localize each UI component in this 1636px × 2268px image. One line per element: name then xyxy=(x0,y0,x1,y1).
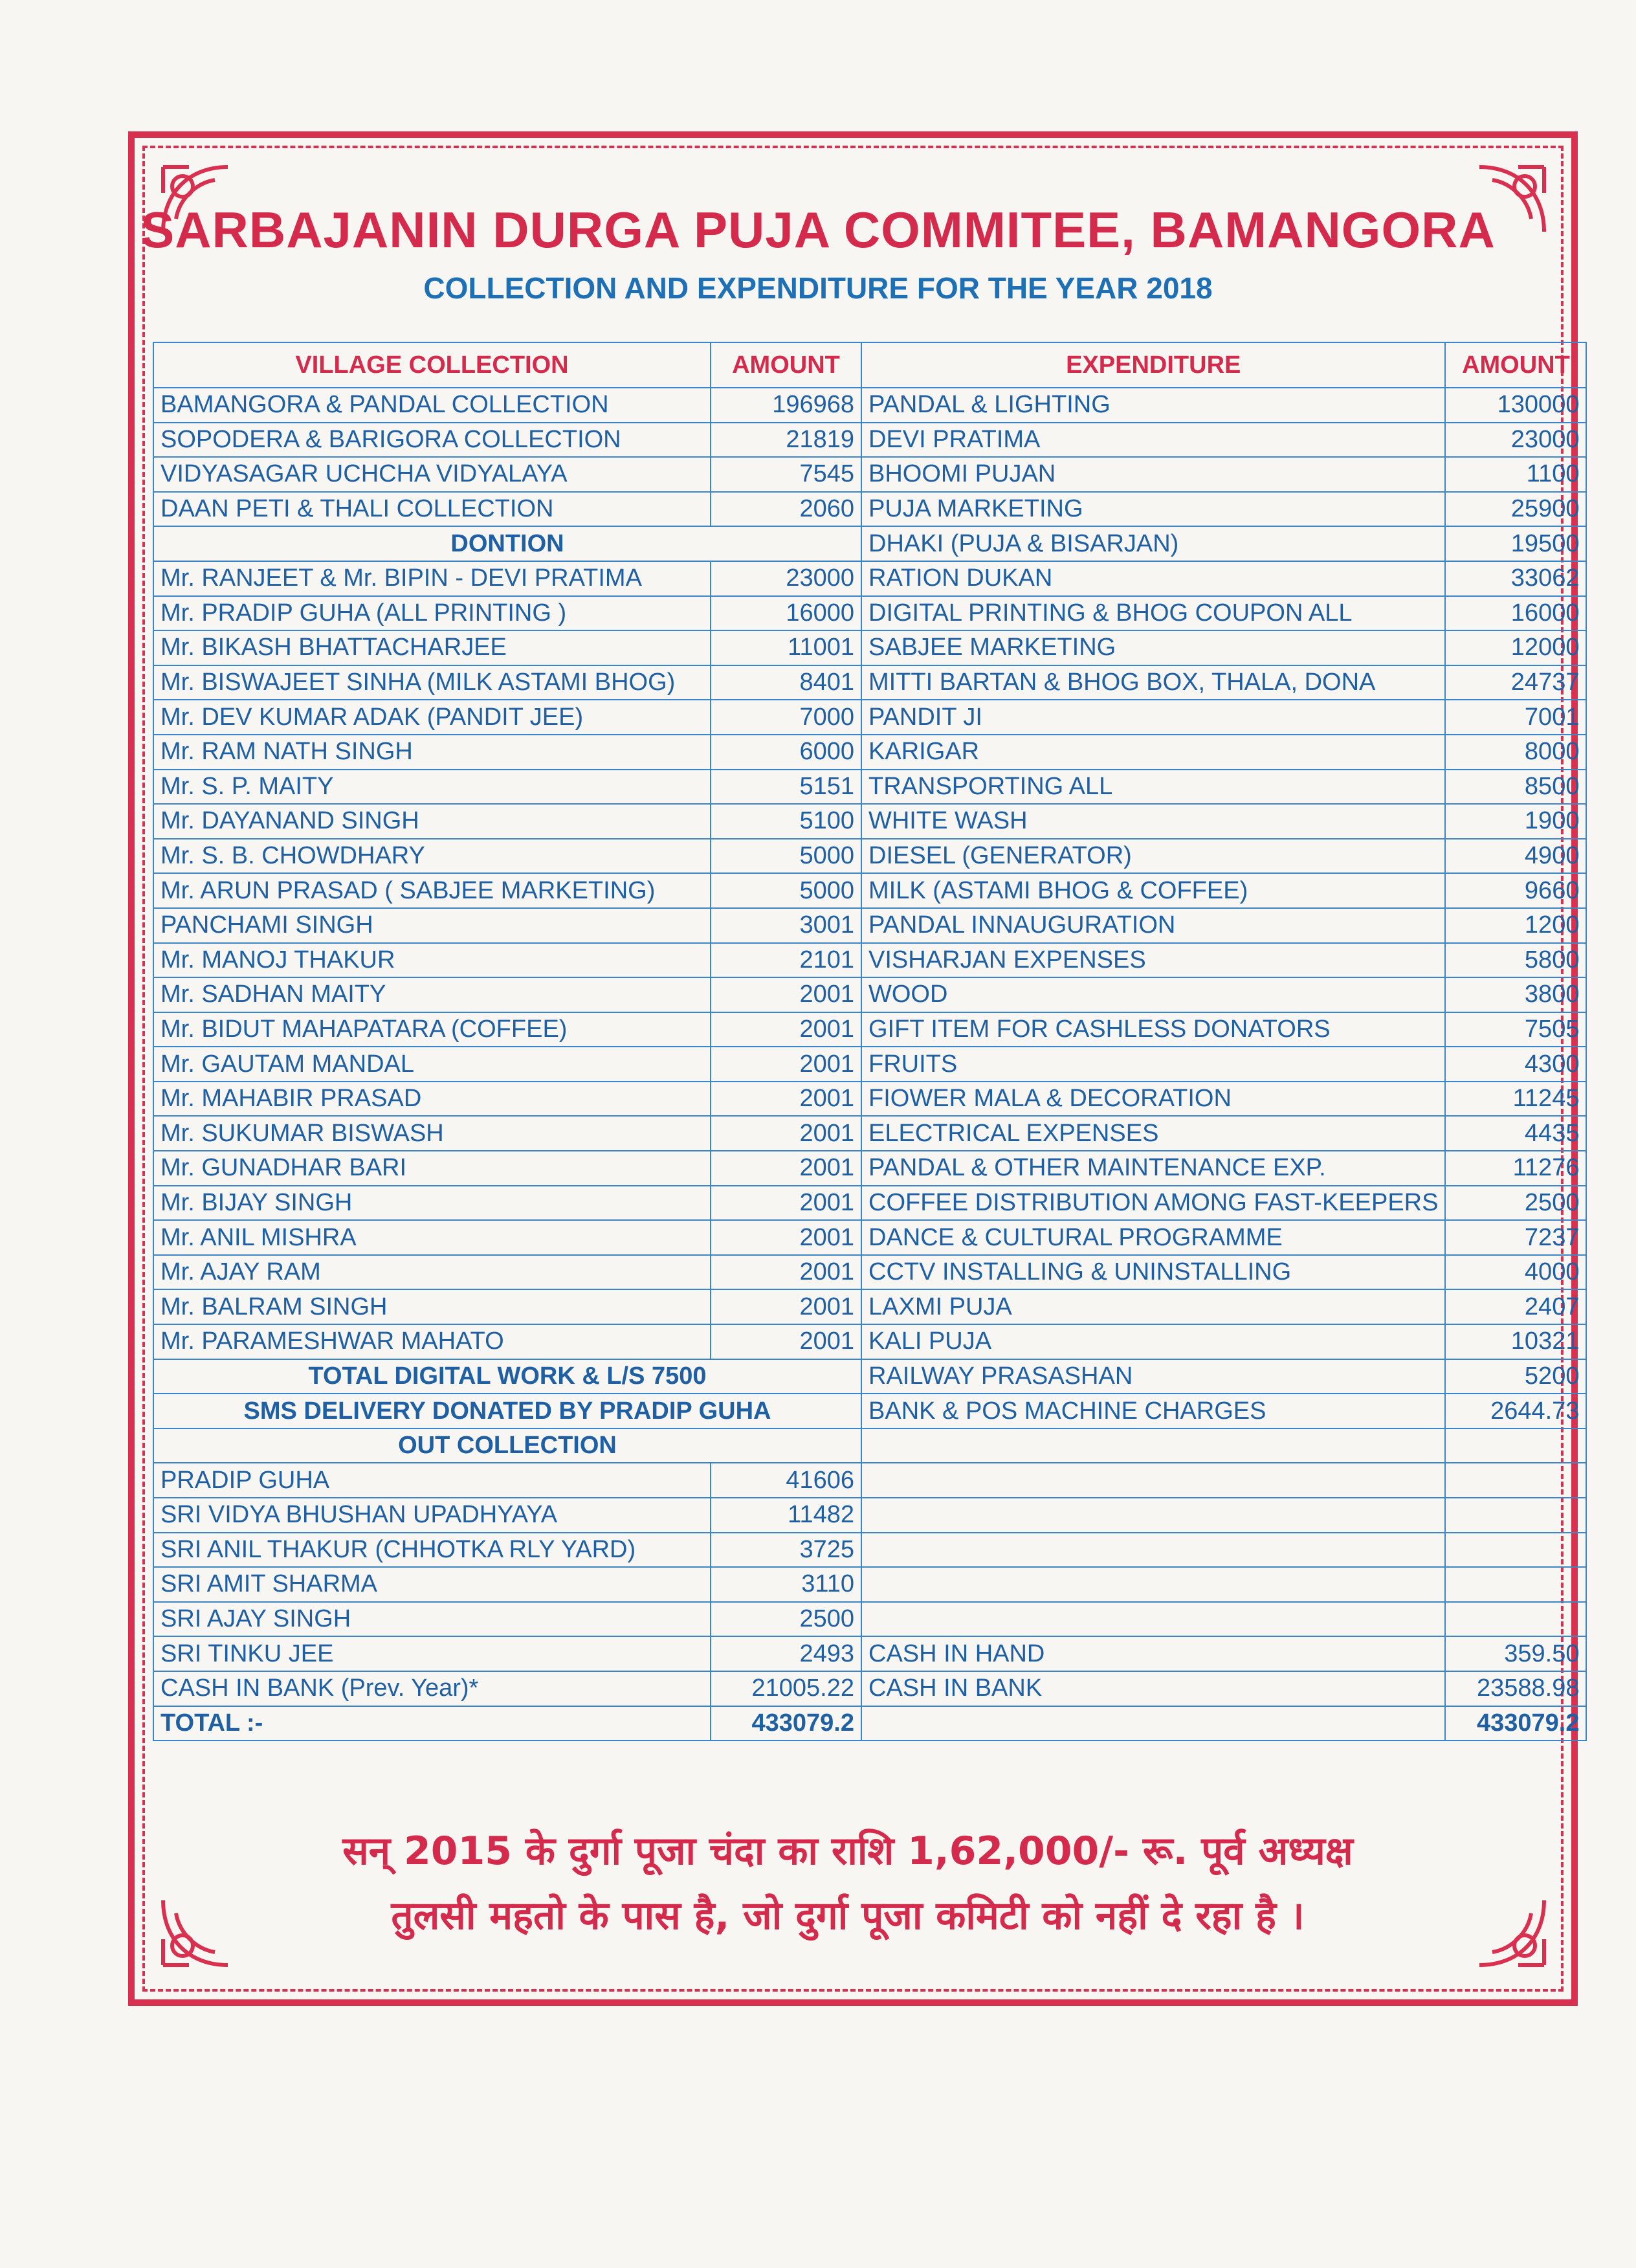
donation-row-amount: 5100 xyxy=(711,804,861,839)
donation-heading: DONTION xyxy=(153,526,861,561)
table-row xyxy=(153,1498,1586,1533)
table-row xyxy=(153,1289,1586,1324)
table-row xyxy=(153,1047,1586,1082)
empty-cell xyxy=(1445,1498,1586,1533)
table-row xyxy=(153,1706,1586,1741)
table-row xyxy=(153,457,1586,492)
table-row xyxy=(153,1151,1586,1186)
accounts-table xyxy=(153,342,1587,1741)
expenditure-row-label: WHITE WASH xyxy=(861,804,1445,839)
table-row xyxy=(153,804,1586,839)
donation-row-amount: 2001 xyxy=(711,1186,861,1221)
table-row xyxy=(153,770,1586,805)
table-row xyxy=(153,1116,1586,1151)
expenditure-row-amount: 10321 xyxy=(1445,1324,1586,1359)
donation-row-amount: 2001 xyxy=(711,1220,861,1255)
table-row xyxy=(153,1359,1586,1394)
table-row xyxy=(153,388,1586,423)
expenditure-row-amount: 4900 xyxy=(1445,839,1586,874)
table-row xyxy=(153,596,1586,631)
table-row xyxy=(153,1255,1586,1290)
cash-in-hand-row-amount: 359.50 xyxy=(1445,1636,1586,1671)
donation-row-amount: 2001 xyxy=(711,1116,861,1151)
expenditure-row-label: PANDIT JI xyxy=(861,700,1445,735)
expenditure-row-label: RAILWAY PRASASHAN xyxy=(861,1359,1445,1394)
expenditure-row-amount: 23000 xyxy=(1445,423,1586,458)
table-row xyxy=(153,1636,1586,1671)
out-collection-row-amount: 3110 xyxy=(711,1567,861,1602)
table-row xyxy=(153,839,1586,874)
out-collection-heading: OUT COLLECTION xyxy=(153,1429,861,1463)
out-collection-row-label: SRI TINKU JEE xyxy=(153,1636,711,1671)
donation-row-label: PANCHAMI SINGH xyxy=(153,908,711,943)
expenditure-row-label: VISHARJAN EXPENSES xyxy=(861,943,1445,978)
donation-row-label: Mr. BIKASH BHATTACHARJEE xyxy=(153,630,711,665)
expenditure-row-amount: 16000 xyxy=(1445,596,1586,631)
expenditure-row-amount: 2500 xyxy=(1445,1186,1586,1221)
expenditure-row-label: FRUITS xyxy=(861,1047,1445,1082)
expenditure-row-label: PANDAL & OTHER MAINTENANCE EXP. xyxy=(861,1151,1445,1186)
cash-in-bank-prev-row-amount: 21005.22 xyxy=(711,1671,861,1706)
expenditure-row-label: RATION DUKAN xyxy=(861,561,1445,596)
expenditure-row-label: DIESEL (GENERATOR) xyxy=(861,839,1445,874)
expenditure-row-amount: 1900 xyxy=(1445,804,1586,839)
donation-row-amount: 2001 xyxy=(711,977,861,1012)
expenditure-row-label: PANDAL INNAUGURATION xyxy=(861,908,1445,943)
expenditure-row-amount: 4435 xyxy=(1445,1116,1586,1151)
expenditure-row-amount: 25900 xyxy=(1445,492,1586,527)
collection-total-row-label: TOTAL :- xyxy=(153,1706,711,1741)
expenditure-row-label: PUJA MARKETING xyxy=(861,492,1445,527)
expenditure-row-label: DIGITAL PRINTING & BHOG COUPON ALL xyxy=(861,596,1445,631)
table-row xyxy=(153,665,1586,700)
village-collection-row-amount: 7545 xyxy=(711,457,861,492)
out-collection-row-label: SRI VIDYA BHUSHAN UPADHYAYA xyxy=(153,1498,711,1533)
expenditure-row-amount: 2644.73 xyxy=(1445,1394,1586,1429)
donation-row-amount: 7000 xyxy=(711,700,861,735)
expenditure-row-amount: 7505 xyxy=(1445,1012,1586,1047)
expenditure-row-label: WOOD xyxy=(861,977,1445,1012)
table-row xyxy=(153,630,1586,665)
table-header-row xyxy=(153,342,1586,388)
expenditure-row-label: PANDAL & LIGHTING xyxy=(861,388,1445,423)
expenditure-row-amount: 1200 xyxy=(1445,908,1586,943)
donation-row-amount: 2001 xyxy=(711,1255,861,1290)
donation-row-label: Mr. RAM NATH SINGH xyxy=(153,735,711,770)
table-row xyxy=(153,977,1586,1012)
expenditure-row-label: DANCE & CULTURAL PROGRAMME xyxy=(861,1220,1445,1255)
empty-cell xyxy=(1445,1463,1586,1498)
expenditure-row-label: COFFEE DISTRIBUTION AMONG FAST-KEEPERS xyxy=(861,1186,1445,1221)
donation-row-amount: 2001 xyxy=(711,1047,861,1082)
expenditure-row-amount: 4300 xyxy=(1445,1047,1586,1082)
donation-row-label: Mr. GAUTAM MANDAL xyxy=(153,1047,711,1082)
expenditure-total-row-label xyxy=(861,1706,1445,1741)
donation-row-amount: 5000 xyxy=(711,873,861,908)
table-row xyxy=(153,423,1586,458)
donation-row-amount: 2001 xyxy=(711,1082,861,1117)
donation-row-amount: 16000 xyxy=(711,596,861,631)
table-row xyxy=(153,735,1586,770)
donation-row-label: Mr. SADHAN MAITY xyxy=(153,977,711,1012)
empty-cell xyxy=(861,1567,1445,1602)
column-header-expenditure: EXPENDITURE xyxy=(861,342,1445,388)
expenditure-row-amount: 24737 xyxy=(1445,665,1586,700)
out-collection-row-amount: 41606 xyxy=(711,1463,861,1498)
expenditure-row-amount: 5800 xyxy=(1445,943,1586,978)
cash-in-bank-row-amount: 23588.98 xyxy=(1445,1671,1586,1706)
expenditure-row-label: TRANSPORTING ALL xyxy=(861,770,1445,805)
document-subtitle: COLLECTION AND EXPENDITURE FOR THE YEAR 2018 xyxy=(423,271,1213,305)
donation-row-amount: 6000 xyxy=(711,735,861,770)
donation-row-label: Mr. MANOJ THAKUR xyxy=(153,943,711,978)
expenditure-row-label: ELECTRICAL EXPENSES xyxy=(861,1116,1445,1151)
donation-row-label: Mr. DAYANAND SINGH xyxy=(153,804,711,839)
column-header-amount: AMOUNT xyxy=(711,342,861,388)
expenditure-row-label: SABJEE MARKETING xyxy=(861,630,1445,665)
village-collection-row-amount: 21819 xyxy=(711,423,861,458)
expenditure-row-label: MILK (ASTAMI BHOG & COFFEE) xyxy=(861,873,1445,908)
empty-cell xyxy=(861,1602,1445,1637)
table-row xyxy=(153,561,1586,596)
column-header-amount: AMOUNT xyxy=(1445,342,1586,388)
donation-row-label: Mr. AJAY RAM xyxy=(153,1255,711,1290)
collection-total-row-amount: 433079.2 xyxy=(711,1706,861,1741)
out-collection-row-amount: 11482 xyxy=(711,1498,861,1533)
table-row xyxy=(153,526,1586,561)
donation-row-label: Mr. MAHABIR PRASAD xyxy=(153,1082,711,1117)
donation-row-amount: 8401 xyxy=(711,665,861,700)
expenditure-row-label: LAXMI PUJA xyxy=(861,1289,1445,1324)
table-row xyxy=(153,1394,1586,1429)
donation-row-label: Mr. SUKUMAR BISWASH xyxy=(153,1116,711,1151)
donation-row-label: Mr. ANIL MISHRA xyxy=(153,1220,711,1255)
expenditure-row-amount: 19500 xyxy=(1445,526,1586,561)
expenditure-row-amount: 9660 xyxy=(1445,873,1586,908)
digital-work-note: TOTAL DIGITAL WORK & L/S 7500 xyxy=(153,1359,861,1394)
donation-row-amount: 5151 xyxy=(711,770,861,805)
donation-row-label: Mr. PRADIP GUHA (ALL PRINTING ) xyxy=(153,596,711,631)
donation-row-amount: 2001 xyxy=(711,1289,861,1324)
donation-row-amount: 11001 xyxy=(711,630,861,665)
table-row xyxy=(153,1567,1586,1602)
table-row xyxy=(153,1463,1586,1498)
donation-row-label: Mr. BIJAY SINGH xyxy=(153,1186,711,1221)
table-row xyxy=(153,492,1586,527)
cash-in-bank-prev-row-label: CASH IN BANK (Prev. Year)* xyxy=(153,1671,711,1706)
expenditure-row-label: BHOOMI PUJAN xyxy=(861,457,1445,492)
donation-row-amount: 2001 xyxy=(711,1151,861,1186)
document-title: SARBAJANIN DURGA PUJA COMMITEE, BAMANGORA xyxy=(140,201,1496,258)
expenditure-row-label: BANK & POS MACHINE CHARGES xyxy=(861,1394,1445,1429)
donation-row-label: Mr. S. B. CHOWDHARY xyxy=(153,839,711,874)
cash-in-bank-row-label: CASH IN BANK xyxy=(861,1671,1445,1706)
table-row xyxy=(153,1220,1586,1255)
out-collection-row-amount: 2500 xyxy=(711,1602,861,1637)
expenditure-row-label: KARIGAR xyxy=(861,735,1445,770)
village-collection-row-amount: 2060 xyxy=(711,492,861,527)
expenditure-row-label: KALI PUJA xyxy=(861,1324,1445,1359)
donation-row-label: Mr. BALRAM SINGH xyxy=(153,1289,711,1324)
out-collection-row-amount: 3725 xyxy=(711,1533,861,1568)
expenditure-row-label: CCTV INSTALLING & UNINSTALLING xyxy=(861,1255,1445,1290)
expenditure-row-label: GIFT ITEM FOR CASHLESS DONATORS xyxy=(861,1012,1445,1047)
footer-note-line2: तुलसी महतो के पास है, जो दुर्गा पूजा कमिटी को नहीं दे रहा है । xyxy=(391,1893,1305,1939)
table-row xyxy=(153,1429,1586,1463)
expenditure-row-amount: 130000 xyxy=(1445,388,1586,423)
table-row xyxy=(153,1012,1586,1047)
village-collection-row-amount: 196968 xyxy=(711,388,861,423)
table-row xyxy=(153,1671,1586,1706)
expenditure-row-amount: 8000 xyxy=(1445,735,1586,770)
table-row xyxy=(153,1186,1586,1221)
empty-cell xyxy=(861,1533,1445,1568)
donation-row-amount: 23000 xyxy=(711,561,861,596)
donation-row-label: Mr. BIDUT MAHAPATARA (COFFEE) xyxy=(153,1012,711,1047)
empty-cell xyxy=(861,1463,1445,1498)
donation-row-amount: 2101 xyxy=(711,943,861,978)
expenditure-row-amount: 4000 xyxy=(1445,1255,1586,1290)
expenditure-row-amount: 11276 xyxy=(1445,1151,1586,1186)
donation-row-label: Mr. PARAMESHWAR MAHATO xyxy=(153,1324,711,1359)
donation-row-label: Mr. GUNADHAR BARI xyxy=(153,1151,711,1186)
donation-row-amount: 5000 xyxy=(711,839,861,874)
out-collection-row-label: SRI ANIL THAKUR (CHHOTKA RLY YARD) xyxy=(153,1533,711,1568)
table-row xyxy=(153,700,1586,735)
table-row xyxy=(153,1602,1586,1637)
empty-cell xyxy=(1445,1533,1586,1568)
expenditure-row-label: MITTI BARTAN & BHOG BOX, THALA, DONA xyxy=(861,665,1445,700)
donation-row-label: Mr. BISWAJEET SINHA (MILK ASTAMI BHOG) xyxy=(153,665,711,700)
donation-row-amount: 3001 xyxy=(711,908,861,943)
donation-row-label: Mr. S. P. MAITY xyxy=(153,770,711,805)
column-header-village-collection: VILLAGE COLLECTION xyxy=(153,342,711,388)
donation-row-label: Mr. DEV KUMAR ADAK (PANDIT JEE) xyxy=(153,700,711,735)
table-row xyxy=(153,873,1586,908)
village-collection-row-label: SOPODERA & BARIGORA COLLECTION xyxy=(153,423,711,458)
expenditure-total-row-amount: 433079.2 xyxy=(1445,1706,1586,1741)
out-collection-row-label: SRI AMIT SHARMA xyxy=(153,1567,711,1602)
table-row xyxy=(153,943,1586,978)
out-collection-row-label: SRI AJAY SINGH xyxy=(153,1602,711,1637)
expenditure-row-amount: 7237 xyxy=(1445,1220,1586,1255)
empty-cell xyxy=(1445,1429,1586,1463)
donation-row-label: Mr. ARUN PRASAD ( SABJEE MARKETING) xyxy=(153,873,711,908)
cash-in-hand-row-label: CASH IN HAND xyxy=(861,1636,1445,1671)
expenditure-row-amount: 5200 xyxy=(1445,1359,1586,1394)
empty-cell xyxy=(861,1429,1445,1463)
expenditure-row-amount: 33062 xyxy=(1445,561,1586,596)
expenditure-row-amount: 3800 xyxy=(1445,977,1586,1012)
table-row xyxy=(153,1082,1586,1117)
expenditure-row-amount: 7001 xyxy=(1445,700,1586,735)
expenditure-row-amount: 8500 xyxy=(1445,770,1586,805)
footer-note-line1: सन् 2015 के दुर्गा पूजा चंदा का राशि 1,62,000/- रू. पूर्व अध्यक्ष xyxy=(342,1829,1353,1874)
expenditure-row-label: DEVI PRATIMA xyxy=(861,423,1445,458)
village-collection-row-label: VIDYASAGAR UCHCHA VIDYALAYA xyxy=(153,457,711,492)
empty-cell xyxy=(1445,1602,1586,1637)
village-collection-row-label: DAAN PETI & THALI COLLECTION xyxy=(153,492,711,527)
donation-row-amount: 2001 xyxy=(711,1324,861,1359)
table-row xyxy=(153,1324,1586,1359)
donation-row-label: Mr. RANJEET & Mr. BIPIN - DEVI PRATIMA xyxy=(153,561,711,596)
village-collection-row-label: BAMANGORA & PANDAL COLLECTION xyxy=(153,388,711,423)
out-collection-row-amount: 2493 xyxy=(711,1636,861,1671)
expenditure-row-amount: 12000 xyxy=(1445,630,1586,665)
out-collection-row-label: PRADIP GUHA xyxy=(153,1463,711,1498)
donation-row-amount: 2001 xyxy=(711,1012,861,1047)
expenditure-row-amount: 11245 xyxy=(1445,1082,1586,1117)
sms-delivery-note: SMS DELIVERY DONATED BY PRADIP GUHA xyxy=(153,1394,861,1429)
table-row xyxy=(153,908,1586,943)
expenditure-row-amount: 1100 xyxy=(1445,457,1586,492)
empty-cell xyxy=(861,1498,1445,1533)
empty-cell xyxy=(1445,1567,1586,1602)
table-row xyxy=(153,1533,1586,1568)
expenditure-row-label: DHAKI (PUJA & BISARJAN) xyxy=(861,526,1445,561)
expenditure-row-label: FIOWER MALA & DECORATION xyxy=(861,1082,1445,1117)
expenditure-row-amount: 2407 xyxy=(1445,1289,1586,1324)
